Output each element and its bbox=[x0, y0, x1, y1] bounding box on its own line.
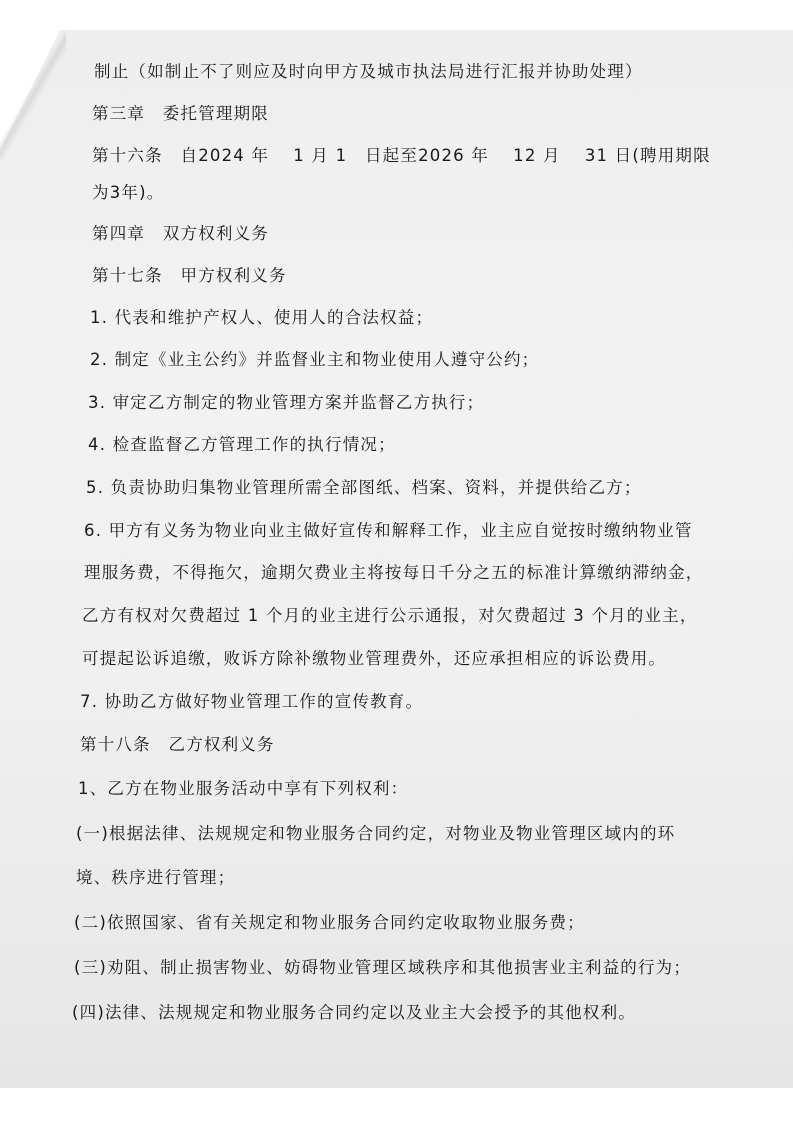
article-heading: 第十六条 自2024 年 1 月 1 日起至2026 年 12 月 31 日(聘用期限 bbox=[92, 146, 711, 165]
text-line: 乙方有权对欠费超过 1 个月的业主进行公示通报，对欠费超过 3 个月的业主， bbox=[82, 606, 698, 625]
text-line: 为3年)。 bbox=[92, 183, 165, 202]
list-item: (三)劝阻、制止损害物业、妨碍物业管理区域秩序和其他损害业主利益的行为； bbox=[74, 958, 692, 977]
article-heading: 第十八条 乙方权利义务 bbox=[80, 735, 275, 754]
list-item: 1、乙方在物业服务活动中享有下列权利： bbox=[78, 779, 409, 798]
list-item: 4. 检查监督乙方管理工作的执行情况； bbox=[88, 435, 396, 454]
list-item: 2. 制定《业主公约》并监督业主和物业使用人遵守公约； bbox=[90, 350, 540, 369]
list-item: 6. 甲方有义务为物业向业主做好宣传和解释工作，业主应自觉按时缴纳物业管 bbox=[84, 521, 693, 540]
chapter-heading: 第三章 委托管理期限 bbox=[92, 104, 269, 123]
list-item: (二)依照国家、省有关规定和物业服务合同约定收取物业服务费； bbox=[74, 913, 585, 932]
article-heading: 第十七条 甲方权利义务 bbox=[92, 266, 287, 285]
list-item: 7. 协助乙方做好物业管理工作的宣传教育。 bbox=[80, 692, 424, 711]
chapter-heading: 第四章 双方权利义务 bbox=[92, 224, 269, 243]
list-item: (一)根据法律、法规规定和物业服务合同约定，对物业及物业管理区域内的环 bbox=[76, 824, 676, 843]
list-item: 3. 审定乙方制定的物业管理方案并监督乙方执行； bbox=[88, 393, 485, 412]
list-item: 5. 负责协助归集物业管理所需全部图纸、档案、资料，并提供给乙方； bbox=[86, 478, 642, 497]
list-item: (四)法律、法规规定和物业服务合同约定以及业主大会授予的其他权利。 bbox=[72, 1003, 636, 1022]
list-item: 1. 代表和维护产权人、使用人的合法权益； bbox=[90, 308, 434, 327]
text-line: 理服务费，不得拖欠，逾期欠费业主将按每日千分之五的标准计算缴纳滞纳金， bbox=[84, 563, 704, 582]
text-line: 可提起讼诉追缴，败诉方除补缴物业管理费外，还应承担相应的诉讼费用。 bbox=[82, 649, 667, 668]
text-line: 制止（如制止不了则应及时向甲方及城市执法局进行汇报并协助处理） bbox=[94, 62, 643, 81]
text-line: 境、秩序进行管理； bbox=[76, 868, 236, 887]
fold-shadow bbox=[0, 30, 66, 160]
